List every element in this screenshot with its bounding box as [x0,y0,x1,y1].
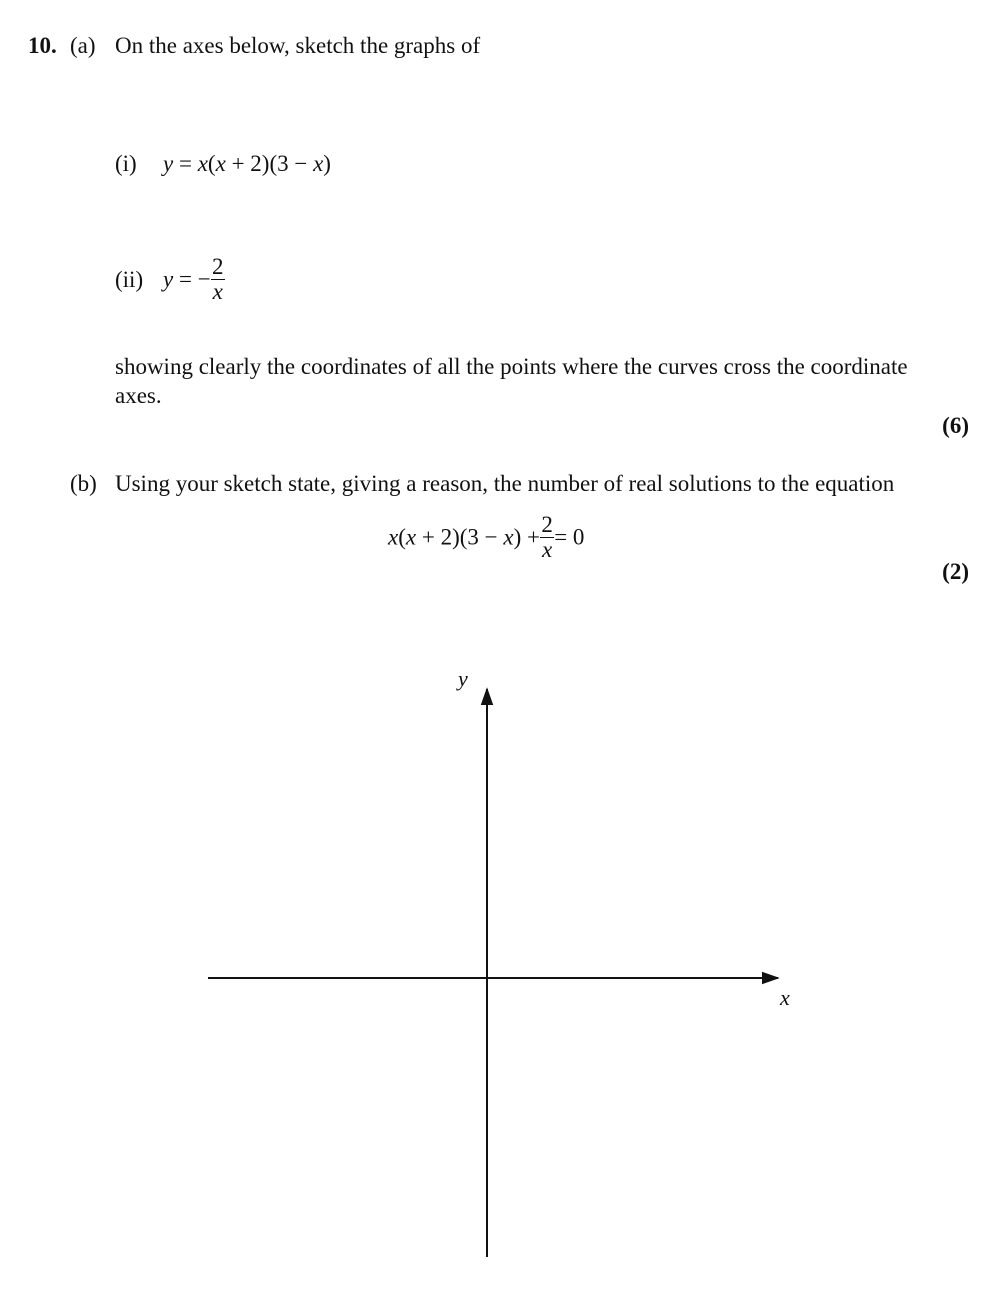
question-number: 10. [28,33,57,58]
fraction-2-over-x-b: $\frac{2}{x}$ [541,512,553,562]
part-b-text: Using your sketch state, giving a reason, the number of real solutions to the equation [115,471,895,496]
part-b-label: (b) [70,471,97,496]
fraction-2-over-x: $\frac{2}{x}$ [212,254,224,304]
part-b-marks: (2) [942,559,969,584]
part-a-label: (a) [70,33,96,58]
item-ii-label: (ii) [115,267,144,292]
item-ii-equation: y = − $\frac{2}{x}$ [163,254,224,304]
x-axis-label: x [780,985,790,1010]
instruction-line-1: showing clearly the coordinates of all the points where the curves cross the coordinate [115,354,908,379]
part-a-marks: (6) [942,413,969,438]
instruction-line-2: axes. [115,383,162,408]
item-i-equation: y = x(x + 2)(3 − x) [163,151,331,176]
part-a-intro: On the axes below, sketch the graphs of [115,33,481,58]
y-axis-label: y [458,666,468,691]
part-b-equation: x(x + 2)(3 − x) + $\frac{2}{x}$ = 0 [388,512,585,562]
item-i-label: (i) [115,151,137,176]
